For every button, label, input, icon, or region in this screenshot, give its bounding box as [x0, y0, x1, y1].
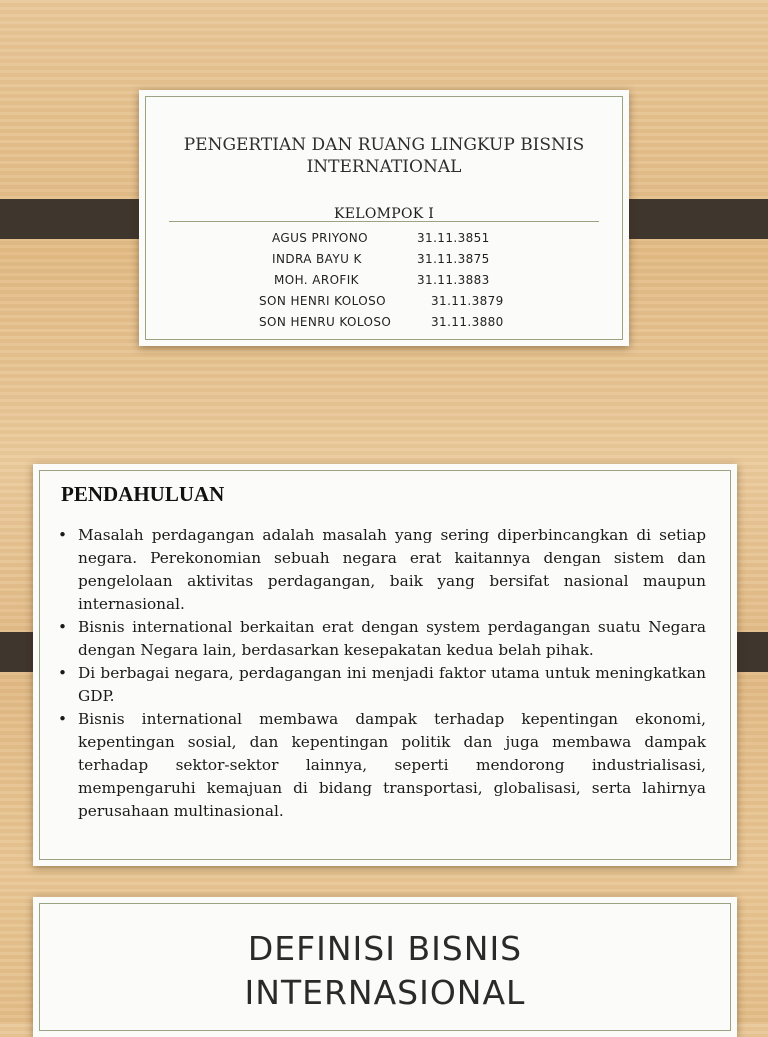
list-item [58, 662, 706, 708]
title-divider [169, 221, 599, 222]
list-item-text: Bisnis international berkaitan erat dengan system perdagangan suatu Negara dengan Negara lain, berdasarkan kesepakatan kedua belah pihak. [78, 618, 706, 659]
list-item-text: Bisnis international membawa dampak terhadap kepentingan ekonomi, kepentingan sosial, dan kepentingan politik dan juga membawa dampak terhadap sektor-sektor lainnya, seperti mendorong industrialisasi, mempengaruhi kemajuan di bidang transportasi, globalisasi, serta lahirnya perusahaan multinasional. [78, 710, 706, 820]
title-slide[interactable] [139, 90, 629, 346]
bullet-icon: • [58, 526, 68, 544]
member-name: MOH. AROFIK [274, 273, 359, 287]
member-id: 31.11.3883 [417, 273, 490, 287]
list-item-text: Masalah perdagangan adalah masalah yang sering diperbincangkan di setiap negara. Perekonomian sebuah negara erat kaitannya dengan sistem dan pengelolaan aktivitas perdagangan, baik yang bersifat nasional maupun internasional. [78, 526, 706, 613]
decorative-strip-right-1 [612, 199, 768, 239]
introduction-slide[interactable] [33, 464, 737, 866]
member-id: 31.11.3875 [417, 252, 490, 266]
slide-title-line-2: INTERNATIONAL [306, 157, 462, 177]
member-name: INDRA BAYU K [272, 252, 362, 266]
slide-title-line-2: INTERNASIONAL [244, 973, 526, 1012]
group-label: KELOMPOK I [333, 206, 435, 222]
bullet-icon: • [58, 710, 68, 728]
list-item [58, 616, 706, 662]
member-name: SON HENRI KOLOSO [259, 294, 386, 308]
list-item [58, 708, 706, 823]
slide-title-line-1: PENGERTIAN DAN RUANG LINGKUP BISNIS [183, 135, 585, 155]
definition-slide[interactable] [33, 897, 737, 1037]
member-id: 31.11.3880 [431, 315, 504, 329]
member-name: SON HENRU KOLOSO [259, 315, 392, 329]
slide-title [33, 927, 737, 1015]
slide-title [139, 134, 629, 178]
section-heading: PENDAHULUAN [61, 482, 225, 506]
list-item-text: Di berbagai negara, perdagangan ini menjadi faktor utama untuk meningkatkan GDP. [78, 664, 706, 705]
bullet-icon: • [58, 618, 68, 636]
list-item [58, 524, 706, 616]
member-id: 31.11.3879 [431, 294, 504, 308]
decorative-strip-left-1 [0, 199, 156, 239]
member-id: 31.11.3851 [417, 231, 490, 245]
bullet-list [58, 524, 706, 823]
bullet-icon: • [58, 664, 68, 682]
slide-title-line-1: DEFINISI BISNIS [247, 929, 523, 968]
member-name: AGUS PRIYONO [272, 231, 368, 245]
